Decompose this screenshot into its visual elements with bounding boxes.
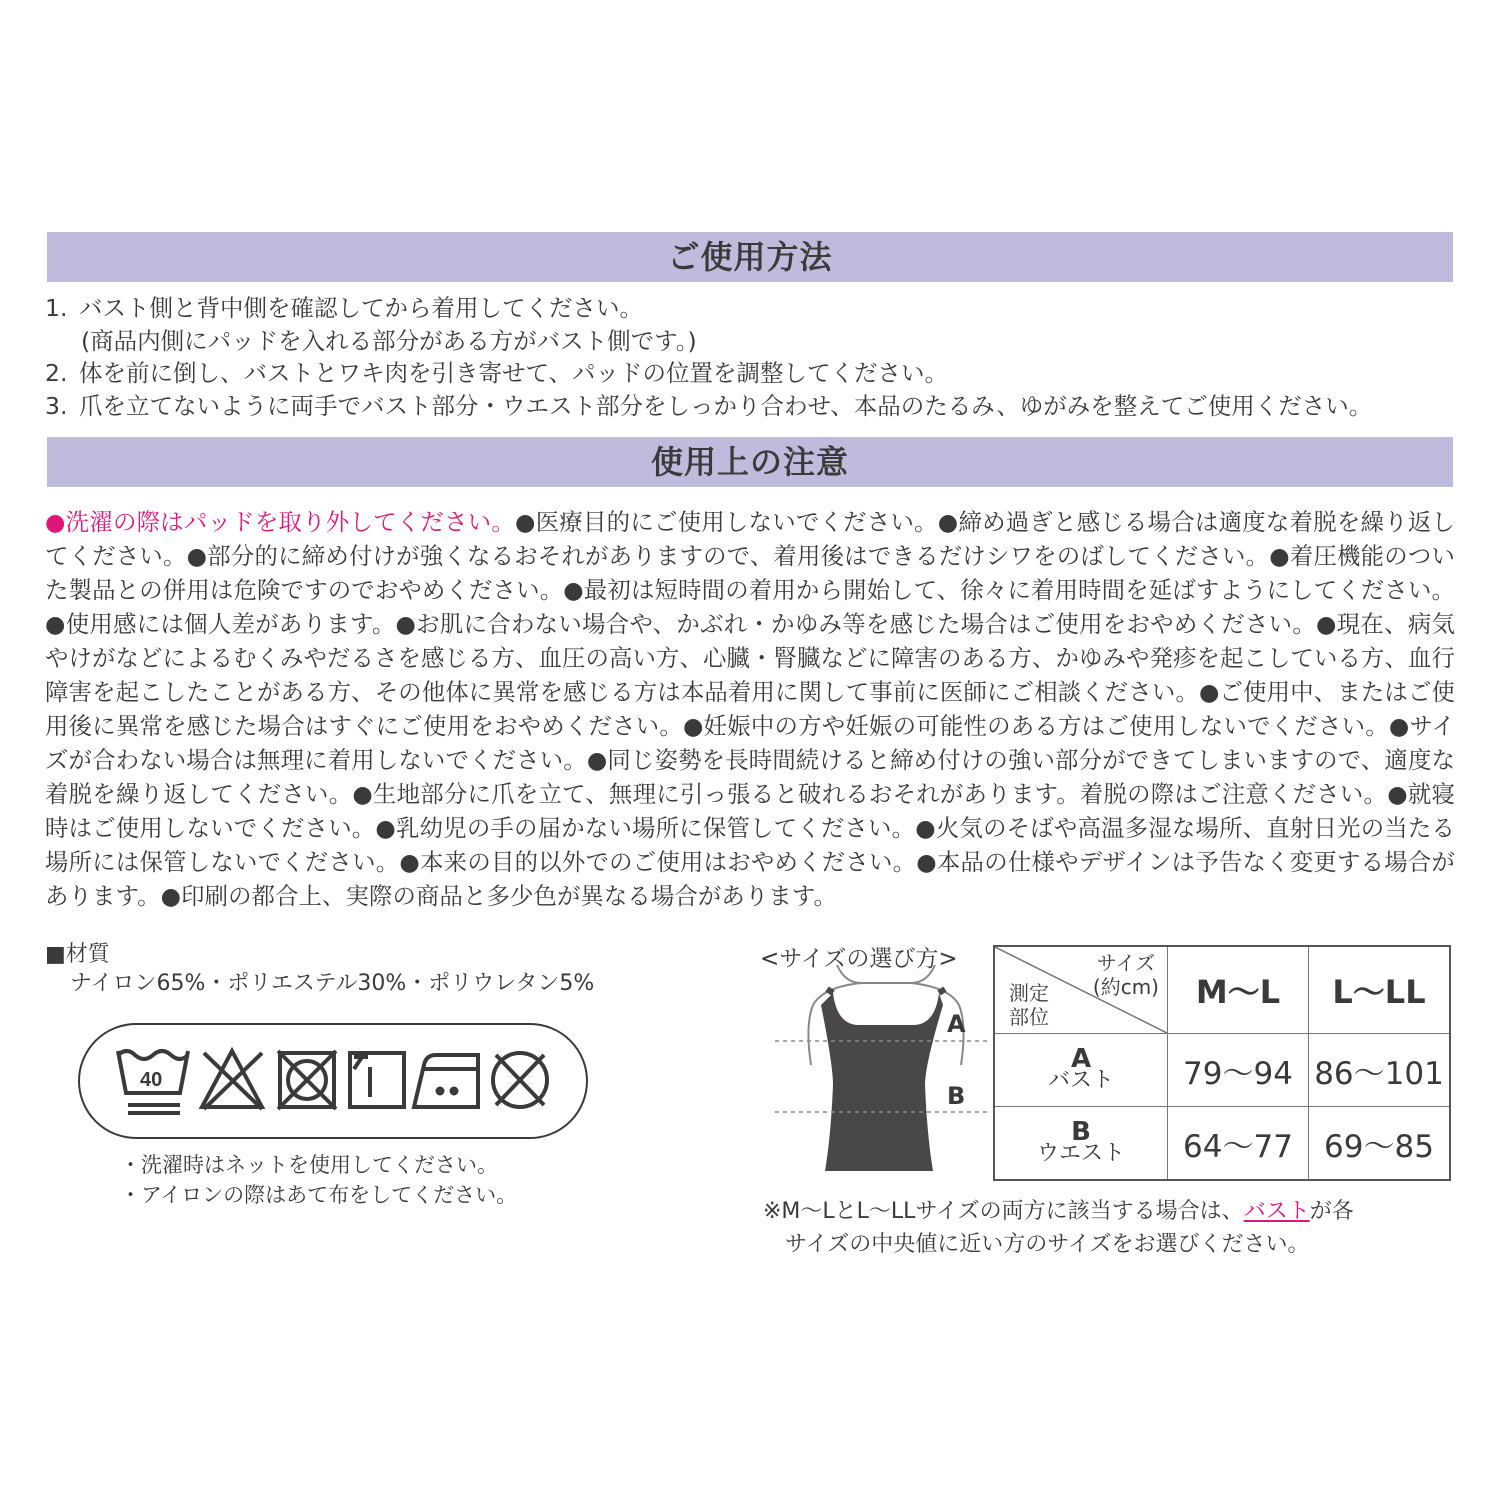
bust-m-l-value: 79～94 xyxy=(1168,1034,1309,1107)
measure-label-b: B xyxy=(947,1082,966,1110)
caution-body: ●医療目的にご使用しないでください。●締め過ぎと感じる場合は適度な着脱を繰り返してください。●部分的に締め付けが強くなるおそれがありますので、着用後はできるだけシワをのばしてください。●着圧機能のついた製品との併用は危険ですのでおやめください。●最初は短時間の着用から開始して、徐々に着用時間を延ばすようにしてください。●使用感には個人差があります。●お肌に合わない場合や、かぶれ・かゆみ等を感じた場合はご使用をおやめください。●現在、病気やけがなどによるむくみやだるさを感じる方、血圧の高い方、心臓・腎臓などに障害のある方、かゆみや発疹を起こしている方、血行障害を起こしたことがある方、その他体に異常を感じる方は本品着用に関して事前に医師にご相談ください。●ご使用中、またはご使用後に異常を感じた場合はすぐにご使用をおやめください。●妊娠中の方や妊娠の可能性のある方はご使用しないでください。●サイズが合わない場合は無理に着用しないでください。●同じ姿勢を長時間続けると締め付けの強い部分ができてしまいますので、適度な着脱を繰り返してください。●生地部分に爪を立て、無理に引っ張ると破れるおそれがあります。着脱の際はご注意ください。●就寝時はご使用しないでください。●乳幼児の手の届かない場所に保管してください。●火気のそばや高温多湿な場所、直射日光の当たる場所には保管しないでください。●本来の目的以外でのご使用はおやめください。●本品の仕様やデザインは予告なく変更する場合があります。●印刷の都合上、実際の商品と多少色が異なる場合があります。 xyxy=(45,508,1455,910)
usage-steps xyxy=(45,292,1465,422)
size-note: ※M～LとL～LLサイズの両方に該当する場合は、バストが各 サイズの中央値に近い方のサイズをお選びください。 xyxy=(763,1199,1354,1257)
no-tumble-dry-icon xyxy=(278,1051,336,1109)
table-row xyxy=(994,1107,1450,1181)
usage-step-2: 2. 体を前に倒し、バストとワキ肉を引き寄せて、パッドの位置を調整してください。 xyxy=(45,359,949,387)
material-value: ナイロン65%・ポリエステル30%・ポリウレタン5% xyxy=(70,971,595,996)
care-symbols xyxy=(78,1023,588,1139)
material-label: ■材質 xyxy=(45,942,110,967)
usage-step-3: 3. 爪を立てないように両手でバスト部分・ウエスト部分をしっかり合わせ、本品のたるみ、ゆがみを整えてご使用ください。 xyxy=(45,391,1373,420)
wash-40-icon xyxy=(118,1051,188,1113)
body-silhouette-icon xyxy=(775,965,997,1180)
waist-m-l-value: 64～77 xyxy=(1168,1107,1309,1181)
bust-l-ll-value: 86～101 xyxy=(1309,1034,1451,1107)
table-row xyxy=(994,1034,1450,1107)
size-table xyxy=(993,945,1451,1181)
corner-size-label: サイズ (約cm) xyxy=(1092,951,1159,999)
measure-label-a: A xyxy=(947,1010,966,1038)
usage-step-1: 1. バスト側と背中側を確認してから着用してください。 xyxy=(45,294,643,322)
care-note-2: ・アイロンの際はあて布をしてください。 xyxy=(120,1183,518,1207)
care-note-1: ・洗濯時はネットを使用してください。 xyxy=(120,1153,498,1177)
svg-text:40: 40 xyxy=(140,1069,163,1091)
size-table-header xyxy=(994,946,1450,1034)
size-header-m-l: M～L xyxy=(1168,946,1309,1034)
caution-title: 使用上の注意 xyxy=(47,437,1453,487)
no-dry-clean-icon xyxy=(493,1053,547,1107)
corner-part-label: 測定 部位 xyxy=(1009,981,1049,1029)
waist-l-ll-value: 69～85 xyxy=(1309,1107,1451,1181)
caution-text xyxy=(45,505,1455,913)
material-section xyxy=(45,940,594,998)
usage-title: ご使用方法 xyxy=(47,232,1453,282)
caution-highlight: ●洗濯の際はパッドを取り外してください。 xyxy=(45,508,516,536)
size-guide-title: <サイズの選び方> xyxy=(760,946,958,972)
size-note-highlight: バスト xyxy=(1243,1199,1310,1224)
row-label-bust: A バスト xyxy=(994,1034,1168,1107)
row-label-waist: B ウエスト xyxy=(994,1107,1168,1181)
usage-step-1-note: (商品内側にパッドを入れる部分がある方がバスト側です。) xyxy=(81,326,697,355)
no-bleach-icon xyxy=(202,1051,262,1109)
care-notes xyxy=(120,1150,517,1210)
iron-low-temp-icon xyxy=(414,1055,478,1107)
shade-dry-icon xyxy=(350,1053,404,1107)
size-table-corner xyxy=(994,946,1168,1034)
size-header-l-ll: L～LL xyxy=(1309,946,1451,1034)
